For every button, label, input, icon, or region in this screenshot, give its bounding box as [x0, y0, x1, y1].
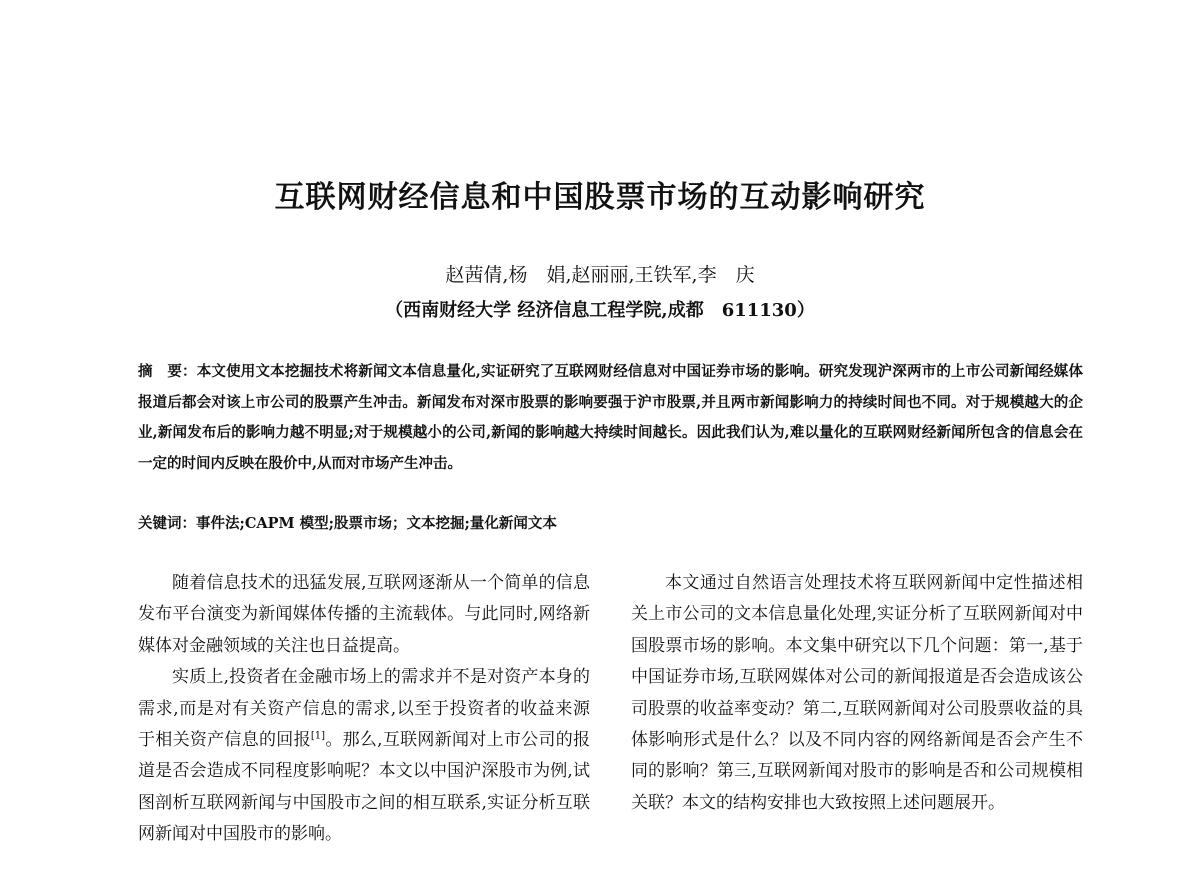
body-column-right: [631, 568, 1083, 819]
body-text: 实质上,投资者在金融市场上的需求并不是对资产本身的需求,而是对有关资产信息的需求,以至于投资者的收益来源于相关资产信息的回报: [138, 667, 590, 751]
abstract-text: 本文使用文本挖掘技术将新闻文本信息量化,实证研究了互联网财经信息对中国证券市场的影响。研究发现沪深两市的上市公司新闻经媒体报道后都会对该上市公司的股票产生冲击。新闻发布对深市股票的影响要强于沪市股票,并且两市新闻影响力的持续时间也不同。对于规模越大的企业,新闻发布后的影响力越不明显;对于规模越小的公司,新闻的影响越大持续时间越长。因此我们认为,难以量化的互联网财经新闻所包含的信息会在一定的时间内反映在股价中,从而对市场产生冲击。: [138, 363, 1083, 472]
abstract: [138, 357, 1083, 479]
affiliation: （西南财经大学 经济信息工程学院,成都 611130）: [385, 300, 815, 321]
body-text: 。那么,互联网新闻对上市公司的报道是否会造成不同程度影响呢？本文以中国沪深股市为例,试图剖析互联网新闻与中国股市之间的相互联系,实证分析互联网新闻对中国股市的影响。: [138, 730, 591, 845]
keywords-label: 关键词：: [138, 515, 196, 532]
author-list: 赵茜倩,杨 娟,赵丽丽,王铁军,李 庆: [445, 264, 755, 286]
keywords-text: 事件法;CAPM 模型;股票市场；文本挖掘;量化新闻文本: [196, 515, 557, 532]
paper-title: 互联网财经信息和中国股票市场的互动影响研究: [274, 180, 926, 215]
keywords: [138, 509, 1083, 539]
body-paragraph: 随着信息技术的迅猛发展,互联网逐渐从一个简单的信息发布平台演变为新闻媒体传播的主流载体。与此同时,网络新媒体对金融领域的关注也日益提高。: [138, 573, 590, 656]
citation-ref[interactable]: [1]: [310, 730, 326, 742]
body-paragraph: 本文通过自然语言处理技术将互联网新闻中定性描述相关上市公司的文本信息量化处理,实证分析了互联网新闻对中国股票市场的影响。本文集中研究以下几个问题：第一,基于中国证券市场,互联网媒体对公司的新闻报道是否会造成该公司股票的收益率变动？第二,互联网新闻对公司股票收益的具体影响形式是什么？以及不同内容的网络新闻是否会产生不同的影响？第三,互联网新闻对股市的影响是否和公司规模相关联？本文的结构安排也大致按照上述问题展开。: [631, 573, 1083, 813]
abstract-label: 摘 要：: [138, 363, 197, 380]
body-paragraph: [138, 662, 590, 850]
body-column-left: [138, 568, 590, 851]
